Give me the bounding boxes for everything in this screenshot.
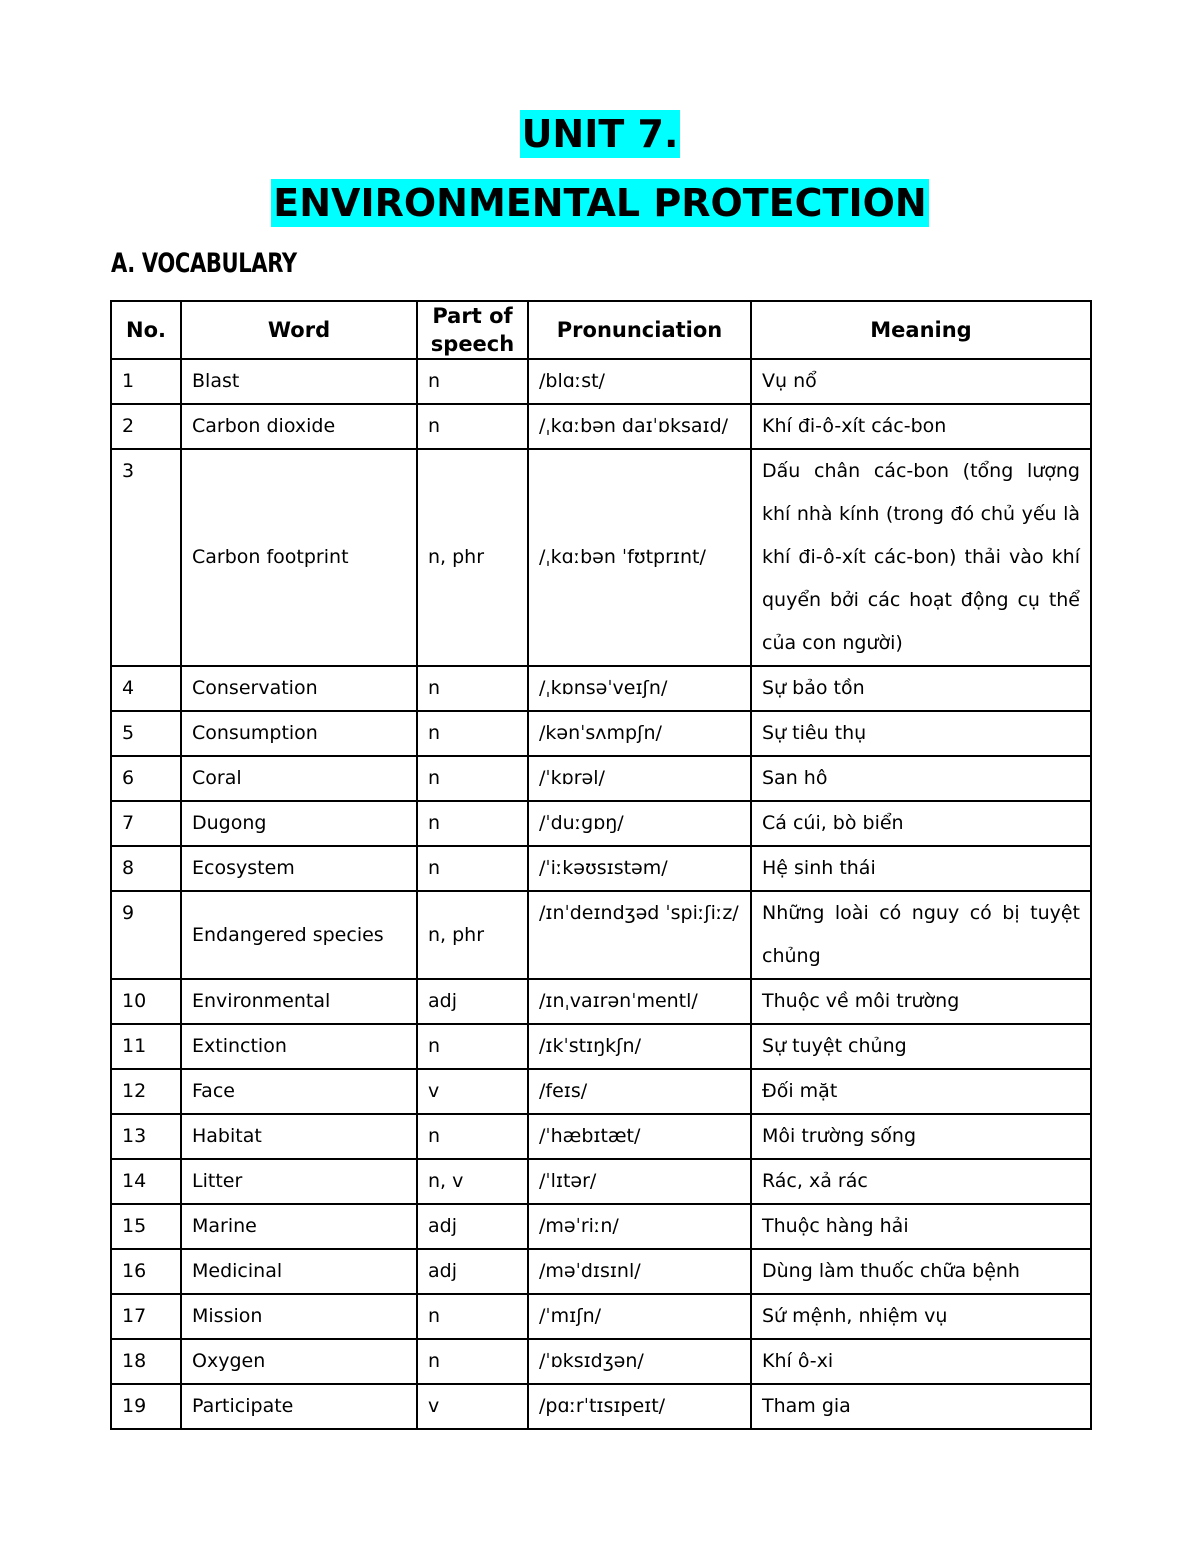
- vocabulary-table: [110, 300, 1092, 1430]
- table-row: [111, 1159, 1091, 1204]
- unit-title-wrap: [0, 110, 1200, 158]
- cell-meaning: Sứ mệnh, nhiệm vụ: [751, 1294, 1091, 1339]
- cell-word: Dugong: [181, 801, 417, 846]
- cell-word: Coral: [181, 756, 417, 801]
- cell-meaning: Hệ sinh thái: [751, 846, 1091, 891]
- cell-word: Marine: [181, 1204, 417, 1249]
- cell-part-of-speech: n, phr: [417, 449, 528, 666]
- table-row: [111, 1114, 1091, 1159]
- cell-word: Participate: [181, 1384, 417, 1429]
- table-row: [111, 979, 1091, 1024]
- cell-part-of-speech: n: [417, 846, 528, 891]
- cell-meaning: Tham gia: [751, 1384, 1091, 1429]
- cell-part-of-speech: adj: [417, 1249, 528, 1294]
- cell-part-of-speech: v: [417, 1069, 528, 1114]
- cell-no: 15: [111, 1204, 181, 1249]
- cell-no: 5: [111, 711, 181, 756]
- cell-word: Endangered species: [181, 891, 417, 979]
- table-row: [111, 1294, 1091, 1339]
- cell-pronunciation: /kənˈsʌmpʃn/: [528, 711, 751, 756]
- cell-word: Habitat: [181, 1114, 417, 1159]
- table-row: [111, 801, 1091, 846]
- cell-no: 8: [111, 846, 181, 891]
- cell-word: Litter: [181, 1159, 417, 1204]
- table-row: [111, 404, 1091, 449]
- cell-no: 3: [111, 449, 181, 666]
- cell-no: 17: [111, 1294, 181, 1339]
- cell-part-of-speech: n: [417, 1339, 528, 1384]
- header-pronunciation: Pronunciation: [528, 301, 751, 359]
- cell-part-of-speech: v: [417, 1384, 528, 1429]
- cell-meaning: Dấu chân các-bon (tổng lượng khí nhà kính (trong đó chủ yếu là khí đi-ô-xít các-bon) thải vào khí quyển bởi các hoạt động cụ thể của con người): [751, 449, 1091, 666]
- cell-part-of-speech: n: [417, 711, 528, 756]
- cell-no: 12: [111, 1069, 181, 1114]
- cell-no: 7: [111, 801, 181, 846]
- cell-part-of-speech: n, v: [417, 1159, 528, 1204]
- table-row: [111, 359, 1091, 404]
- cell-meaning: Môi trường sống: [751, 1114, 1091, 1159]
- cell-meaning: Dùng làm thuốc chữa bệnh: [751, 1249, 1091, 1294]
- cell-word: Oxygen: [181, 1339, 417, 1384]
- cell-pronunciation: /ˌkɑːbən ˈfʊtprɪnt/: [528, 449, 751, 666]
- cell-part-of-speech: n: [417, 801, 528, 846]
- cell-pronunciation: /ˈlɪtər/: [528, 1159, 751, 1204]
- cell-pronunciation: /ˌkɑːbən daɪˈɒksaɪd/: [528, 404, 751, 449]
- cell-word: Environmental: [181, 979, 417, 1024]
- topic-title-wrap: [0, 179, 1200, 227]
- table-header-row: [111, 301, 1091, 359]
- header-word: Word: [181, 301, 417, 359]
- cell-pronunciation: /ˈmɪʃn/: [528, 1294, 751, 1339]
- cell-word: Face: [181, 1069, 417, 1114]
- cell-part-of-speech: adj: [417, 1204, 528, 1249]
- cell-no: 2: [111, 404, 181, 449]
- cell-part-of-speech: n: [417, 359, 528, 404]
- header-part-of-speech: Part of speech: [417, 301, 528, 359]
- header-meaning: Meaning: [751, 301, 1091, 359]
- table-row: [111, 1204, 1091, 1249]
- table-row: [111, 1249, 1091, 1294]
- cell-meaning: Thuộc hàng hải: [751, 1204, 1091, 1249]
- cell-word: Medicinal: [181, 1249, 417, 1294]
- table-row: [111, 891, 1091, 979]
- cell-meaning: Cá cúi, bò biển: [751, 801, 1091, 846]
- cell-meaning: Vụ nổ: [751, 359, 1091, 404]
- cell-meaning: Sự tiêu thụ: [751, 711, 1091, 756]
- cell-no: 18: [111, 1339, 181, 1384]
- table-row: [111, 711, 1091, 756]
- cell-part-of-speech: n: [417, 404, 528, 449]
- cell-no: 13: [111, 1114, 181, 1159]
- cell-no: 19: [111, 1384, 181, 1429]
- cell-no: 10: [111, 979, 181, 1024]
- cell-pronunciation: /ˈhæbɪtæt/: [528, 1114, 751, 1159]
- cell-pronunciation: /ˈkɒrəl/: [528, 756, 751, 801]
- table-row: [111, 846, 1091, 891]
- unit-title: UNIT 7.: [521, 112, 679, 156]
- cell-pronunciation: /feɪs/: [528, 1069, 751, 1114]
- cell-meaning: Rác, xả rác: [751, 1159, 1091, 1204]
- cell-part-of-speech: n: [417, 666, 528, 711]
- cell-meaning: Khí ô-xi: [751, 1339, 1091, 1384]
- cell-pronunciation: /məˈdɪsɪnl/: [528, 1249, 751, 1294]
- cell-meaning: Những loài có nguy có bị tuyệt chủng: [751, 891, 1091, 979]
- cell-pronunciation: /ˌkɒnsəˈveɪʃn/: [528, 666, 751, 711]
- cell-word: Conservation: [181, 666, 417, 711]
- cell-word: Blast: [181, 359, 417, 404]
- cell-pronunciation: /məˈriːn/: [528, 1204, 751, 1249]
- cell-word: Mission: [181, 1294, 417, 1339]
- table-row: [111, 756, 1091, 801]
- header-no: No.: [111, 301, 181, 359]
- cell-meaning: San hô: [751, 756, 1091, 801]
- cell-part-of-speech: n: [417, 1294, 528, 1339]
- cell-part-of-speech: n: [417, 1024, 528, 1069]
- section-heading: A. VOCABULARY: [111, 248, 297, 279]
- cell-part-of-speech: n: [417, 1114, 528, 1159]
- table-row: [111, 666, 1091, 711]
- table-row: [111, 1024, 1091, 1069]
- topic-title: ENVIRONMENTAL PROTECTION: [273, 181, 927, 225]
- cell-meaning: Đối mặt: [751, 1069, 1091, 1114]
- cell-no: 9: [111, 891, 181, 979]
- cell-part-of-speech: adj: [417, 979, 528, 1024]
- cell-pronunciation: /blɑːst/: [528, 359, 751, 404]
- table-row: [111, 449, 1091, 666]
- cell-pronunciation: /ˈduːɡɒŋ/: [528, 801, 751, 846]
- cell-word: Consumption: [181, 711, 417, 756]
- cell-no: 14: [111, 1159, 181, 1204]
- cell-meaning: Sự bảo tồn: [751, 666, 1091, 711]
- cell-pronunciation: /ɪkˈstɪŋkʃn/: [528, 1024, 751, 1069]
- cell-no: 6: [111, 756, 181, 801]
- cell-part-of-speech: n: [417, 756, 528, 801]
- table-row: [111, 1069, 1091, 1114]
- table-body: [111, 359, 1091, 1429]
- cell-pronunciation: /ɪnˈdeɪndʒəd ˈspiːʃiːz/: [528, 891, 751, 979]
- cell-no: 1: [111, 359, 181, 404]
- table-row: [111, 1339, 1091, 1384]
- cell-word: Extinction: [181, 1024, 417, 1069]
- cell-meaning: Sự tuyệt chủng: [751, 1024, 1091, 1069]
- cell-no: 11: [111, 1024, 181, 1069]
- cell-pronunciation: /ˈɒksɪdʒən/: [528, 1339, 751, 1384]
- cell-pronunciation: /ɪnˌvaɪrənˈmentl/: [528, 979, 751, 1024]
- cell-part-of-speech: n, phr: [417, 891, 528, 979]
- cell-meaning: Khí đi-ô-xít các-bon: [751, 404, 1091, 449]
- cell-word: Ecosystem: [181, 846, 417, 891]
- cell-pronunciation: /pɑːrˈtɪsɪpeɪt/: [528, 1384, 751, 1429]
- cell-no: 4: [111, 666, 181, 711]
- cell-word: Carbon footprint: [181, 449, 417, 666]
- cell-no: 16: [111, 1249, 181, 1294]
- table-row: [111, 1384, 1091, 1429]
- cell-word: Carbon dioxide: [181, 404, 417, 449]
- cell-meaning: Thuộc về môi trường: [751, 979, 1091, 1024]
- cell-pronunciation: /ˈiːkəʊsɪstəm/: [528, 846, 751, 891]
